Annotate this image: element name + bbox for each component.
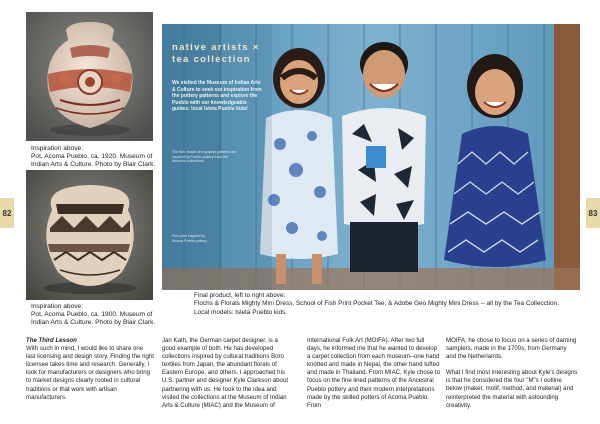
acoma-pot-1900-image [26,170,153,300]
pot-caption-2-text: Pot, Acoma Pueblo, ca. 1900. Museum of Indian Arts & Culture. Photo by Blair Clark. [31,311,156,327]
pot-photo-1 [26,12,153,141]
kids-caption-line3: Local models: Isleta Pueblo kids. [194,308,288,316]
article-col4-paragraph2: What I find most interesting about Kyle's designs is that he considered the four "M"s I outline below (maker, motif, method, and material) and reinterpreted the material with astounding creativity. [446,369,578,409]
section-heading: The Third Lesson [26,337,77,344]
kids-caption-line1: Final product, left to right above: [194,292,286,299]
kids-photo-caption [194,292,574,317]
overlay-intro: We visited the Museum of Indian Arts & Culture to seek out inspiration from the pottery patterns and explore the Pueblo with our knowledgeable guides: local Isleta Pueblo kids! [172,80,262,113]
article-column-2 [162,337,292,418]
article-col1-text: With such in mind, I would like to share one last licensing and design story. Finding the right licensee takes time and research. Generally, I look for manufacturers or designers who bring to market designs clearly rooted in cultural traditions or that work with artisan manufacturers. [26,345,154,401]
overlay-note: The fish, flower and graphic patterns are inspired by Pueblo pottery from the Museum collections. [172,150,237,164]
pot-caption-2-label: Inspiration above: [31,303,84,310]
pot-caption-2 [31,303,157,328]
article-column-4 [446,337,578,418]
article-col3-text: International Folk Art (MOIFA). After two full days, he informed me that he wanted to develop a carpet collection from each museum--one hand knotted and made in Nepal, the other hand tufted and made in Thailand. From MIAC, Kyle chose to focus on the fine lined patterns of the Ancestral Pueblo pottery and their modern interpretations made by the skilled potters of Acoma Pueblo. From [307,337,440,409]
article-column-1 [26,337,154,410]
article-column-3 [307,337,440,418]
overlay-title: native artists × tea collection [172,42,260,65]
article-col2-text: Jan Kath, the German carpet designer, is a good example of both. He has developed collections inspired by cultural traditions Boro textiles from Japan, the abundant florals of Eastern Europe, and others. I approached his U.S. partner and designer Kyle Clarkson about partnering with us. He took to the idea and visited the collections at the Museum of Indian Arts & Culture (MIAC) and the Museum of [162,337,289,409]
pot-photo-2 [26,170,153,300]
kids-caption-line2: Flochs & Florals Mighty Mini Dress, School of Fish Print Pocket Tee, & Adobe Geo Mighty Mini Dress -- all by the Tea Collecction. [194,300,559,308]
pot-caption-1-text: Pot, Acoma Pueblo, ca. 1920. Museum of Indian Arts & Culture. Photo by Blair Clark. [31,153,156,169]
overlay-side-note: Fish print inspired by Acoma Pueblo pottery [172,234,208,243]
pot-caption-1-label: Inspiration above: [31,145,84,152]
page-number-right: 83 [586,198,600,228]
page-number-left: 82 [0,198,14,228]
article-col4-paragraph1: MOIFA, he chose to focus on a series of darning samplers, made in the 1700s, from Germany and the Netherlands. [446,337,577,361]
acoma-pot-1920-image [26,12,153,141]
pot-caption-1 [31,145,157,170]
